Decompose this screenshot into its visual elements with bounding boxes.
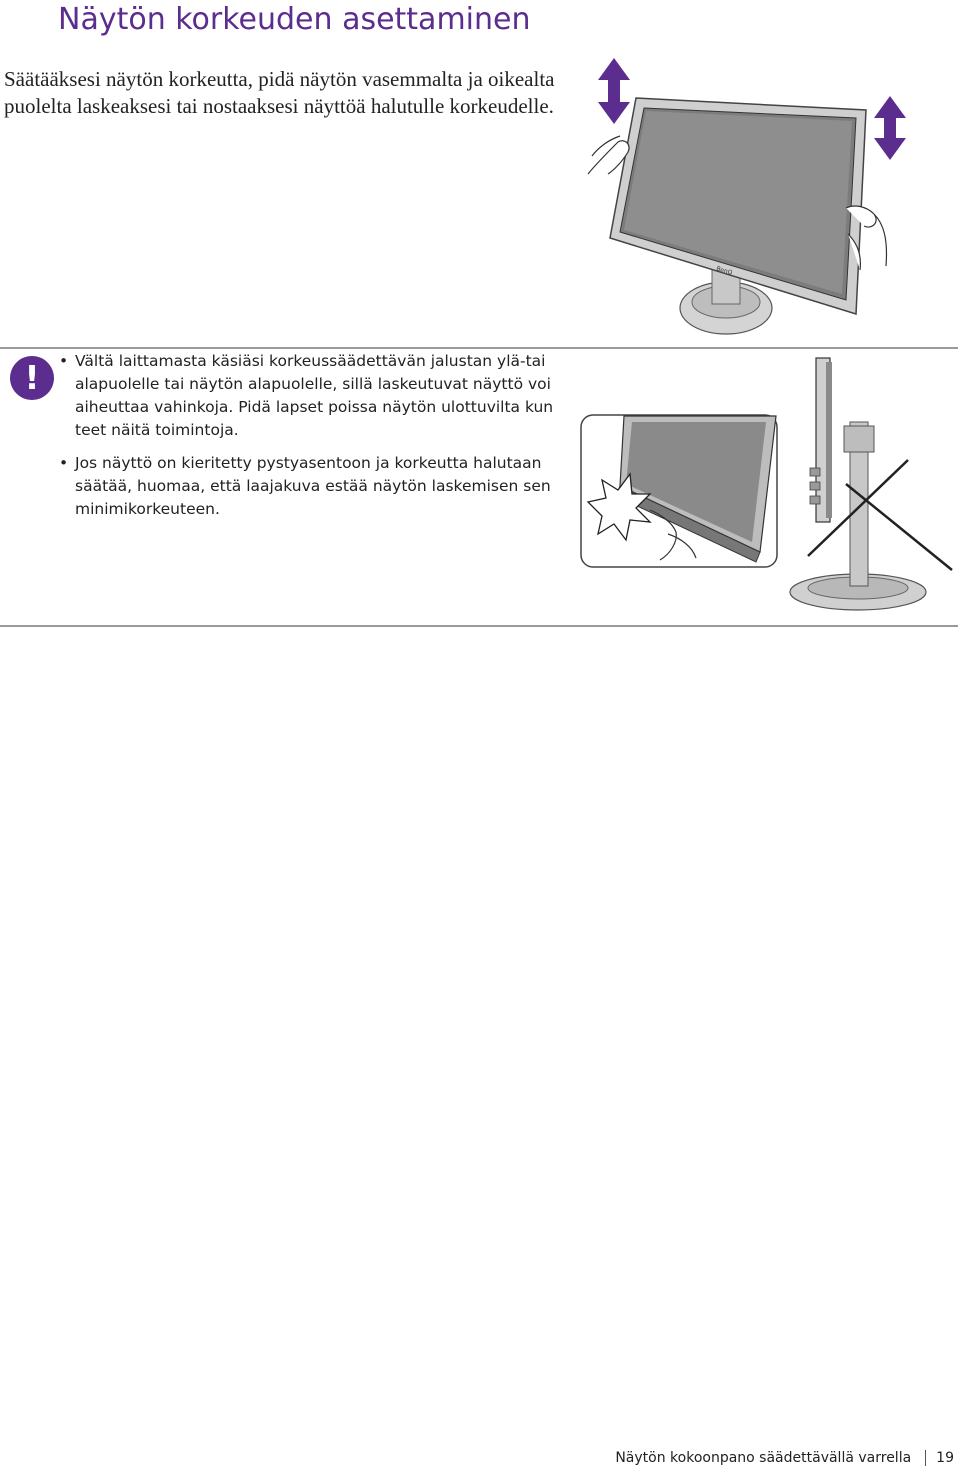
warning-list	[58, 350, 563, 531]
monitor-brand-logo: BenQ	[715, 265, 734, 277]
page-number: 19	[925, 1450, 954, 1466]
page-title: Näytön korkeuden asettaminen	[58, 2, 531, 37]
pinch-hazard-illustration	[580, 414, 780, 570]
monitor-height-adjust-illustration	[584, 56, 914, 342]
footer-section-title: Näytön kokoonpano säädettävällä varrella	[615, 1450, 912, 1466]
exclamation-icon: !	[10, 356, 54, 400]
intro-paragraph: Säätääksesi näytön korkeutta, pidä näytön vasemmalta ja oikealta puolelta laskeaksesi tai nostaaksesi näyttöä halutulle korkeudelle.	[4, 67, 555, 118]
portrait-mode-prohibited-illustration	[786, 356, 956, 614]
section-divider	[0, 347, 958, 349]
page-footer	[615, 1450, 954, 1466]
warning-item: • Jos näyttö on kieritetty pystyasentoon ja korkeutta halutaan säätää, huomaa, että laajakuva estää näytön laskemisen sen minimikorkeuteen.	[58, 452, 563, 521]
warning-item: • Vältä laittamasta käsiäsi korkeussäädettävän jalustan ylä-tai alapuolelle tai näytön alapuolelle, sillä laskeutuvat näyttö voi aiheuttaa vahinkoja. Pidä lapset poissa näytön ulottuvilta kun teet näitä toimintoja.	[58, 350, 563, 442]
up-down-arrow-left-icon	[598, 58, 630, 124]
section-divider	[0, 625, 958, 627]
up-down-arrow-right-icon	[874, 96, 906, 160]
